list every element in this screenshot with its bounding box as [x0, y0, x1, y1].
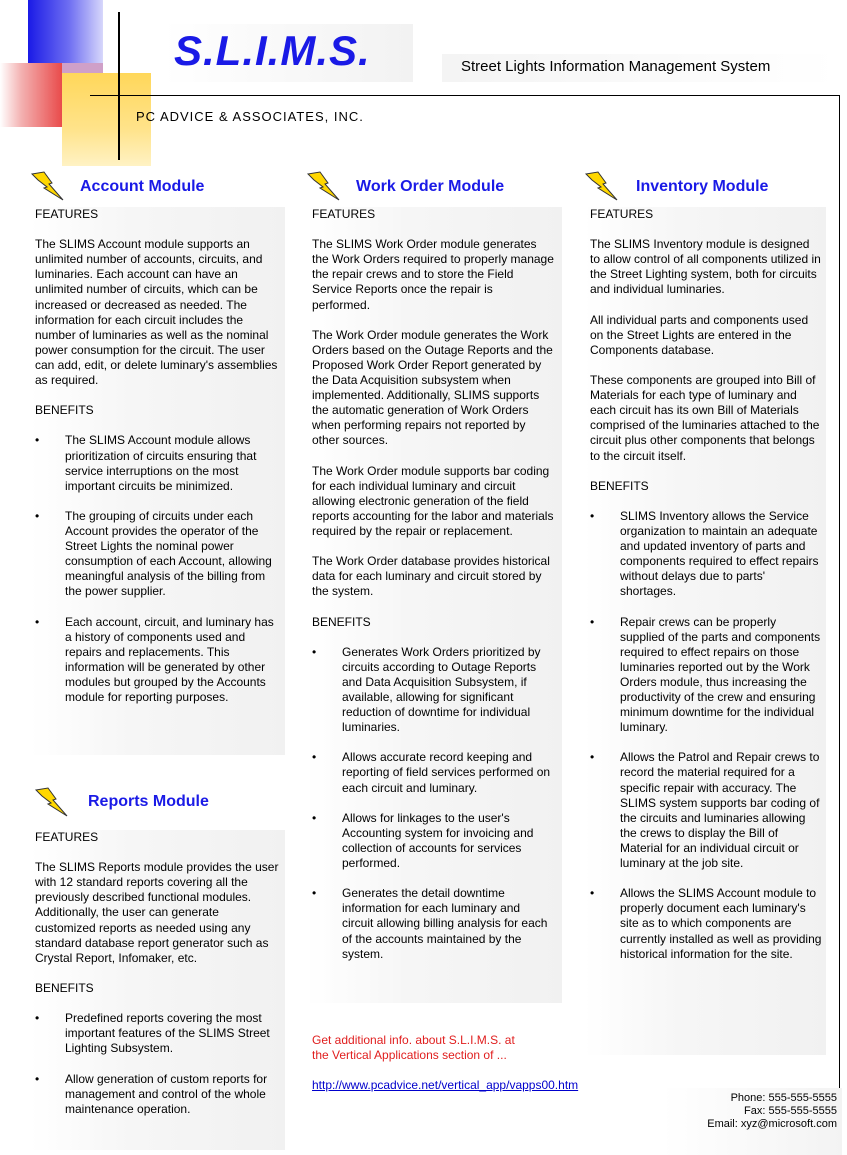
inventory-module-title: Inventory Module	[636, 178, 769, 195]
account-module-header	[30, 170, 280, 204]
list-item	[35, 1011, 279, 1056]
workorder-paragraph: The Work Order database provides historical data for each luminary and circuit stored by the system.	[312, 554, 550, 599]
contact-phone: Phone: 555-555-5555	[730, 1092, 837, 1104]
inventory-module-column	[584, 207, 826, 1055]
list-item-text: The SLIMS Account module allows prioritization of circuits ensuring that service interruptions on the most important circuits be minimized.	[65, 433, 257, 493]
inventory-paragraph: The SLIMS Inventory module is designed to allow control of all components utilized in the Street Lighting system, both for circuits and individual luminaries.	[590, 237, 821, 297]
contact-fax: Fax: 555-555-5555	[744, 1105, 837, 1117]
list-item	[35, 509, 279, 600]
list-item-text: Allows accurate record keeping and reporting of field services performed on each circuit and luminary.	[342, 750, 551, 795]
bullet-icon: •	[35, 1071, 40, 1086]
bullet-icon: •	[312, 644, 317, 659]
list-item-text: Allow generation of custom reports for management and control of the whole maintenance operation.	[65, 1071, 268, 1116]
reports-module-title: Reports Module	[88, 793, 209, 810]
list-item	[312, 886, 554, 961]
reports-benefits-label: BENEFITS	[35, 980, 94, 995]
page-subtitle: Street Lights Information Management System	[461, 58, 771, 75]
list-item	[35, 1072, 279, 1117]
list-item	[35, 433, 279, 493]
header-horizontal-rule	[90, 95, 840, 96]
list-item	[312, 645, 554, 736]
bullet-icon: •	[590, 508, 595, 523]
lightning-bolt-icon	[584, 170, 622, 204]
list-item-text: The grouping of circuits under each Account provides the operator of the Street Lights the nominal power consumption of each Account, allowing meaningful analysis of the billing from the power supplier.	[65, 508, 272, 599]
list-item	[590, 509, 822, 600]
account-features-text: The SLIMS Account module supports an unlimited number of accounts, circuits, and luminaries. Each account can have an unlimited number of circuits, which can be increased or decreased as needed. The information for each circuit includes the number of luminaries as well as the nominal power consumption for the circuit. The user can add, edit, or delete luminary's assemblies as required.	[35, 237, 278, 388]
list-item	[312, 750, 554, 795]
list-item-text: SLIMS Inventory allows the Service organization to maintain an adequate and updated inventory of parts and components required to effect repairs without delays due to parts' shortages.	[620, 508, 819, 599]
workorder-module-title: Work Order Module	[356, 178, 505, 195]
list-item	[590, 615, 822, 736]
bullet-icon: •	[312, 810, 317, 825]
bullet-icon: •	[312, 886, 317, 901]
additional-info-line: the Vertical Applications section of ...	[312, 1048, 507, 1062]
additional-info-note	[312, 1033, 515, 1063]
workorder-paragraph: The Work Order module supports bar coding for each individual luminary and circuit allowing electronic generation of the field reports accounting for the labor and materials required by the repair or replacement.	[312, 463, 554, 538]
lightning-bolt-icon	[30, 170, 68, 204]
bullet-icon: •	[312, 750, 317, 765]
decorative-overlap-square	[62, 63, 103, 73]
list-item	[35, 615, 279, 706]
workorder-module-column	[306, 207, 562, 1003]
bullet-icon: •	[590, 750, 595, 765]
account-module-title: Account Module	[80, 178, 205, 195]
reports-features-text: The SLIMS Reports module provides the user with 12 standard reports covering all the previously described functional modules. Additionally, the user can generate customized reports as needed using any standard database report generator such as Crystal Report, Infomaker, etc.	[35, 860, 279, 965]
list-item	[590, 750, 822, 871]
workorder-benefits-label: BENEFITS	[312, 614, 371, 629]
header-vertical-rule	[118, 12, 120, 160]
workorder-benefits-list	[312, 645, 554, 962]
bullet-icon: •	[35, 433, 40, 448]
bullet-icon: •	[35, 1011, 40, 1026]
decorative-red-square	[0, 63, 62, 127]
account-benefits-list	[35, 433, 279, 705]
list-item-text: Allows for linkages to the user's Accounting system for invoicing and collection of accounts for services performed.	[342, 810, 534, 871]
reports-module-header	[34, 786, 284, 820]
list-item-text: Each account, circuit, and luminary has a history of components used and repairs and replacements. This information will be generated by other modules but grouped by the Accounts module for reporting purposes.	[65, 614, 274, 704]
inventory-features-label: FEATURES	[590, 207, 654, 221]
workorder-paragraph: The Work Order module generates the Work Orders based on the Outage Reports and the Proposed Work Order Report generated by the Data Acquisition subsystem when implemented. Additionally, SLIMS supports the automatic generation of Work Orders when performing repairs not reported by other sources.	[312, 327, 553, 448]
company-name: PC ADVICE & ASSOCIATES, INC.	[136, 109, 364, 124]
right-vertical-rule	[839, 95, 840, 1098]
inventory-module-header	[584, 170, 834, 204]
inventory-benefits-list	[590, 509, 822, 962]
reports-features-label: FEATURES	[35, 830, 99, 844]
inventory-benefits-label: BENEFITS	[590, 478, 649, 493]
contact-block	[662, 1088, 842, 1155]
workorder-features-label: FEATURES	[312, 207, 376, 221]
workorder-module-header	[306, 170, 556, 204]
account-benefits-label: BENEFITS	[35, 403, 94, 418]
bullet-icon: •	[590, 614, 595, 629]
inventory-paragraph: These components are grouped into Bill of Materials for each type of luminary and each circuit has its own Bill of Materials comprised of the luminaries attached to the circuit plus other components that belongs to the circuit itself.	[590, 373, 820, 463]
list-item-text: Allows the Patrol and Repair crews to record the material required for a specific repair with accuracy. The SLIMS system supports bar coding of the circuits and luminaries allowing the crews to display the Bill of Material for an individual circuit or luminary at the job site.	[620, 750, 820, 871]
account-features-label: FEATURES	[35, 207, 99, 221]
bullet-icon: •	[35, 614, 40, 629]
reports-module-column	[30, 830, 285, 1150]
vertical-apps-link[interactable]: http://www.pcadvice.net/vertical_app/vapps00.htm	[312, 1078, 579, 1092]
bullet-icon: •	[35, 508, 40, 523]
list-item-text: Predefined reports covering the most important features of the SLIMS Street Lighting Subsystem.	[65, 1011, 270, 1056]
list-item	[312, 811, 554, 871]
contact-email: Email: xyz@microsoft.com	[707, 1118, 837, 1130]
list-item-text: Generates Work Orders prioritized by circuits according to Outage Reports and Data Acquisition Subsystem, if available, allowing for significant reduction of downtime for individual luminaries.	[342, 644, 541, 735]
workorder-paragraph: The SLIMS Work Order module generates the Work Orders required to properly manage the repair crews and to store the Field Service Reports once the repair is performed.	[312, 237, 554, 312]
list-item	[590, 886, 822, 961]
inventory-paragraph: All individual parts and components used on the Street Lights are entered in the Components database.	[590, 312, 809, 357]
additional-info-line: Get additional info. about S.L.I.M.S. at	[312, 1033, 515, 1047]
account-module-column	[30, 207, 285, 755]
bullet-icon: •	[590, 886, 595, 901]
list-item-text: Repair crews can be properly supplied of the parts and components required to effect repairs on those luminaries reported out by the Work Orders module, thus increasing the productivity of the crew and ensuring minimum downtime for the individual luminary.	[620, 614, 821, 735]
list-item-text: Generates the detail downtime information for each luminary and circuit allowing billing analysis for each of the accounts maintained by the system.	[342, 886, 548, 961]
lightning-bolt-icon	[306, 170, 344, 204]
list-item-text: Allows the SLIMS Account module to properly document each luminary's site as to which components are currently installed as well as providing historical information for the site.	[620, 886, 822, 961]
lightning-bolt-icon	[34, 786, 72, 820]
logo: S.L.I.M.S.	[174, 27, 371, 74]
reports-benefits-list	[35, 1011, 279, 1117]
